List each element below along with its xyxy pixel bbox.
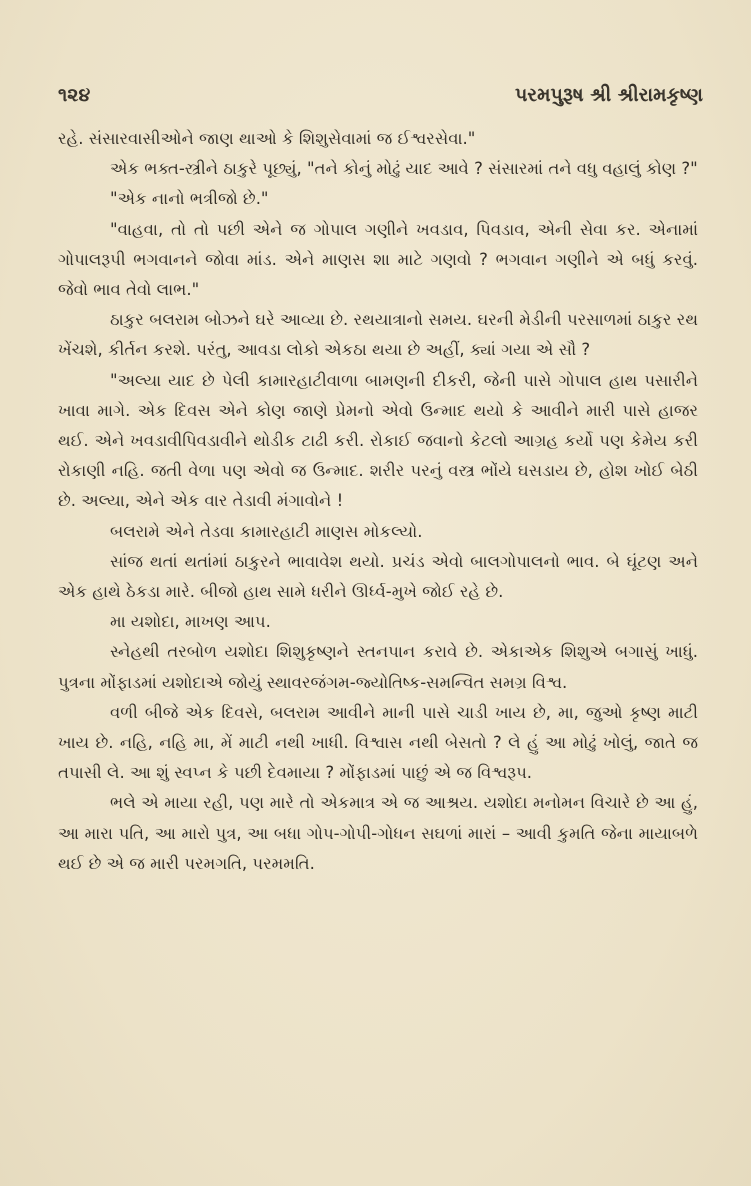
running-title: પરમપુરૂષ શ્રી શ્રીરામકૃષ્ણ [514, 84, 703, 106]
paragraph: સાંજ થતાં થતાંમાં ઠાકુરને ભાવાવેશ થયો. પ્રચંડ એવો બાલગોપાલનો ભાવ. બે ઘૂંટણ અને એક હાથે ઠેકડા મારે. બીજો હાથ સામે ધરીને ઊર્ધ્વ-મુખે જોઈ રહે છે. [58, 551, 698, 602]
paragraph: "અલ્યા યાદ છે પેલી કામારહાટીવાળા બામણની દીકરી, જેની પાસે ગોપાલ હાથ પસારીને ખાવા માગે. એક દિવસ એને કોણ જાણે પ્રેમનો એવો ઉન્માદ થયો કે આવીને મારી પાસે હાજર થઈ. એને ખવડાવીપિવડાવીને થોડીક ટાઢી કરી. રોકાઈ જવાનો કેટલો આગ્રહ કર્યો પણ કેમેય કરી રોકાણી નહિ. જતી વેળા પણ એવો જ ઉન્માદ. શરીર પરનું વસ્ત્ર ભોંયે ઘસડાય છે, હોશ ખોઈ બેઠી છે. અલ્યા, એને એક વાર તેડાવી મંગાવોને ! [58, 370, 698, 511]
paragraph: એક ભક્ત-સ્ત્રીને ઠાકુરે પૂછ્યું, "તને કોનું મોઢું યાદ આવે ? સંસારમાં તને વધુ વહાલું કોણ ?" [110, 159, 698, 179]
paragraph: રહે. સંસારવાસીઓને જાણ થાઓ કે શિશુસેવામાં જ ઈશ્વરસેવા." [58, 129, 476, 148]
paragraph: મા યશોદા, માખણ આપ. [110, 612, 271, 632]
paragraph: "એક નાનો ભત્રીજો છે." [110, 189, 269, 209]
page-header [58, 84, 703, 118]
paragraph: "વાહવા, તો તો પછી એને જ ગોપાલ ગણીને ખવડાવ, પિવડાવ, એની સેવા કર. એનામાં ગોપાલરૂપી ભગવાનને જોવા માંડ. એને માણસ શા માટે ગણવો ? ભગવાન ગણીને એ બધું કરવું. જેવો ભાવ તેવો લાભ." [58, 219, 698, 300]
paragraph: ઠાકુર બલરામ બોઝને ઘરે આવ્યા છે. રથયાત્રાનો સમય. ઘરની મેડીની પરસાળમાં ઠાકુર રથ ખેંચશે, કીર્તન કરશે. પરંતુ, આવડા લોકો એકઠા થયા છે અહીં, ક્યાં ગયા એ સૌ ? [58, 310, 698, 360]
body-text [58, 124, 698, 879]
paragraph: સ્નેહથી તરબોળ યશોદા શિશુકૃષ્ણને સ્તનપાન કરાવે છે. એકાએક શિશુએ બગાસું ખાધું. પુત્રના મોંફાડમાં યશોદાએ જોયું સ્થાવરજંગમ-જ્યોતિષ્ક-સમન્વિત સમગ્ર વિશ્વ. [58, 642, 698, 692]
page-number: ૧૨૪ [58, 84, 91, 106]
paragraph: બલરામે એને તેડવા કામારહાટી માણસ મોકલ્યો. [110, 521, 423, 541]
paragraph: ભલે એ માયા રહી, પણ મારે તો એકમાત્ર એ જ આશ્રય. યશોદા મનોમન વિચારે છે આ હું, આ મારા પતિ, આ મારો પુત્ર, આ બધા ગોપ-ગોપી-ગોધન સઘળાં મારાં – આવી કુમતિ જેના માયાબળે થઈ છે એ જ મારી પરમગતિ, પરમમતિ. [58, 793, 698, 873]
paragraph: વળી બીજે એક દિવસે, બલરામ આવીને માની પાસે ચાડી ખાય છે, મા, જુઓ કૃષ્ણ માટી ખાય છે. નહિ, નહિ મા, મેં માટી નથી ખાધી. વિશ્વાસ નથી બેસતો ? લે હું આ મોઢું ખોલું, જાતે જ તપાસી લે. આ શું સ્વપ્ન કે પછી દેવમાયા ? મોંફાડમાં પાછું એ જ વિશ્વરૂપ. [58, 702, 698, 783]
